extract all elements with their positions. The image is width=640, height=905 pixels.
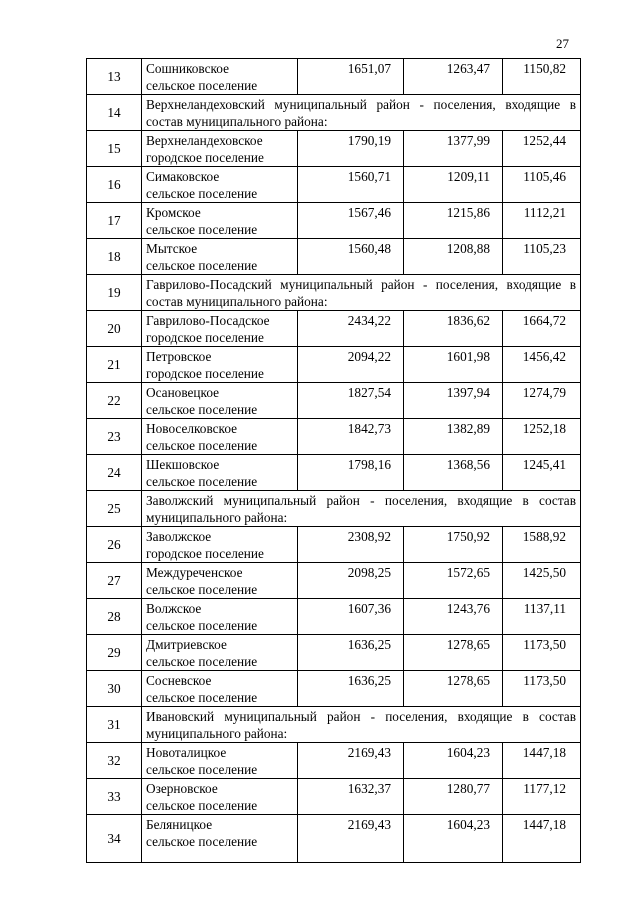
settlement-name: [142, 815, 298, 863]
settlement-title: Сошниковское: [146, 61, 230, 76]
value-cell-v3: 1588,92: [503, 527, 581, 563]
value-cell-v1: 2434,22: [298, 311, 404, 347]
row-number: 20: [87, 311, 142, 347]
settlement-name: [142, 383, 298, 419]
settlement-name: [142, 419, 298, 455]
value-cell-v2: 1397,94: [404, 383, 503, 419]
value-cell-v1: 1842,73: [298, 419, 404, 455]
settlement-name: [142, 563, 298, 599]
value-cell-v1: 1567,46: [298, 203, 404, 239]
value-cell-v3: 1245,41: [503, 455, 581, 491]
settlement-name: [142, 131, 298, 167]
value-cell-v2: 1368,56: [404, 455, 503, 491]
row-number: 15: [87, 131, 142, 167]
value-cell-v2: 1604,23: [404, 743, 503, 779]
settlement-title: Дмитриевское: [146, 637, 227, 652]
value-cell-v2: 1209,11: [404, 167, 503, 203]
row-number: 25: [87, 491, 142, 527]
settlement-name: [142, 635, 298, 671]
row-number: 22: [87, 383, 142, 419]
table-row: [87, 203, 581, 239]
value-cell-v1: 1827,54: [298, 383, 404, 419]
value-cell-v1: 1636,25: [298, 635, 404, 671]
settlement-type: городское поселение: [146, 546, 264, 561]
row-number: 14: [87, 95, 142, 131]
value-cell-v1: 2169,43: [298, 743, 404, 779]
value-cell-v2: 1601,98: [404, 347, 503, 383]
value-cell-v3: 1112,21: [503, 203, 581, 239]
settlement-title: Гаврилово-Посадское: [146, 313, 270, 328]
settlement-title: Осановецкое: [146, 385, 220, 400]
table-row: [87, 347, 581, 383]
value-cell-v3: 1105,23: [503, 239, 581, 275]
table-row: [87, 815, 581, 863]
value-cell-v3: 1105,46: [503, 167, 581, 203]
district-row: [87, 95, 581, 131]
table-row: [87, 779, 581, 815]
row-number: 31: [87, 707, 142, 743]
settlement-title: Кромское: [146, 205, 201, 220]
row-number: 30: [87, 671, 142, 707]
row-number: 21: [87, 347, 142, 383]
value-cell-v3: 1664,72: [503, 311, 581, 347]
settlement-title: Озерновское: [146, 781, 218, 796]
value-cell-v2: 1377,99: [404, 131, 503, 167]
value-cell-v3: 1274,79: [503, 383, 581, 419]
settlement-type: сельское поселение: [146, 798, 258, 813]
value-cell-v1: 2094,22: [298, 347, 404, 383]
settlement-type: сельское поселение: [146, 582, 258, 597]
settlement-title: Петровское: [146, 349, 212, 364]
value-cell-v3: 1137,11: [503, 599, 581, 635]
value-cell-v3: 1150,82: [503, 59, 581, 95]
settlement-title: Сосневское: [146, 673, 212, 688]
page-number: 27: [556, 36, 569, 51]
settlement-name: [142, 671, 298, 707]
settlement-title: Симаковское: [146, 169, 220, 184]
value-cell-v1: 2098,25: [298, 563, 404, 599]
value-cell-v1: 1651,07: [298, 59, 404, 95]
settlement-type: сельское поселение: [146, 222, 258, 237]
row-number: 24: [87, 455, 142, 491]
settlement-name: [142, 455, 298, 491]
value-cell-v3: 1456,42: [503, 347, 581, 383]
settlement-type: сельское поселение: [146, 690, 258, 705]
table-row: [87, 599, 581, 635]
value-cell-v1: 1632,37: [298, 779, 404, 815]
settlement-name: [142, 239, 298, 275]
table-row: [87, 563, 581, 599]
value-cell-v1: 1636,25: [298, 671, 404, 707]
settlement-type: сельское поселение: [146, 618, 258, 633]
row-number: 13: [87, 59, 142, 95]
table-row: [87, 239, 581, 275]
settlement-type: сельское поселение: [146, 834, 258, 849]
settlement-type: сельское поселение: [146, 654, 258, 669]
row-number: 27: [87, 563, 142, 599]
table-row: [87, 419, 581, 455]
settlement-title: Заволжское: [146, 529, 212, 544]
value-cell-v1: 2308,92: [298, 527, 404, 563]
value-cell-v2: 1572,65: [404, 563, 503, 599]
settlement-name: [142, 527, 298, 563]
district-row: [87, 275, 581, 311]
settlement-type: сельское поселение: [146, 258, 258, 273]
value-cell-v2: 1750,92: [404, 527, 503, 563]
settlement-type: сельское поселение: [146, 78, 258, 93]
table-row: [87, 635, 581, 671]
district-heading: Заволжский муниципальный район - поселения, входящие в состав муниципального района:: [142, 491, 581, 527]
settlement-type: сельское поселение: [146, 438, 258, 453]
value-cell-v3: 1252,18: [503, 419, 581, 455]
table-row: [87, 383, 581, 419]
district-heading: Ивановский муниципальный район - поселения, входящие в состав муниципального района:: [142, 707, 581, 743]
settlement-type: сельское поселение: [146, 762, 258, 777]
row-number: 29: [87, 635, 142, 671]
value-cell-v2: 1278,65: [404, 671, 503, 707]
settlement-type: городское поселение: [146, 150, 264, 165]
table-row: [87, 131, 581, 167]
settlement-type: сельское поселение: [146, 186, 258, 201]
table-row: [87, 527, 581, 563]
row-number: 18: [87, 239, 142, 275]
table-row: [87, 455, 581, 491]
settlement-name: [142, 347, 298, 383]
value-cell-v3: 1173,50: [503, 635, 581, 671]
table-row: [87, 59, 581, 95]
settlement-title: Мытское: [146, 241, 198, 256]
value-cell-v2: 1215,86: [404, 203, 503, 239]
settlement-type: городское поселение: [146, 366, 264, 381]
row-number: 19: [87, 275, 142, 311]
district-heading: Гаврилово-Посадский муниципальный район - поселения, входящие в состав муниципального района:: [142, 275, 581, 311]
value-cell-v1: 1607,36: [298, 599, 404, 635]
settlement-name: [142, 599, 298, 635]
value-cell-v1: 1798,16: [298, 455, 404, 491]
value-cell-v2: 1263,47: [404, 59, 503, 95]
table-row: [87, 671, 581, 707]
row-number: 33: [87, 779, 142, 815]
settlement-type: городское поселение: [146, 330, 264, 345]
settlement-title: Новоселковское: [146, 421, 238, 436]
row-number: 16: [87, 167, 142, 203]
value-cell-v1: 2169,43: [298, 815, 404, 863]
settlement-title: Верхнеландеховское: [146, 133, 263, 148]
value-cell-v2: 1243,76: [404, 599, 503, 635]
row-number: 32: [87, 743, 142, 779]
table-row: [87, 311, 581, 347]
row-number: 28: [87, 599, 142, 635]
value-cell-v2: 1280,77: [404, 779, 503, 815]
value-cell-v1: 1560,71: [298, 167, 404, 203]
value-cell-v2: 1208,88: [404, 239, 503, 275]
value-cell-v3: 1173,50: [503, 671, 581, 707]
value-cell-v2: 1382,89: [404, 419, 503, 455]
settlement-name: [142, 203, 298, 239]
settlement-name: [142, 59, 298, 95]
tariff-table: [86, 58, 581, 863]
settlement-name: [142, 311, 298, 347]
district-row: [87, 491, 581, 527]
settlement-name: [142, 779, 298, 815]
settlement-title: Новоталицкое: [146, 745, 227, 760]
settlement-title: Беляницкое: [146, 817, 213, 832]
table-row: [87, 743, 581, 779]
value-cell-v2: 1836,62: [404, 311, 503, 347]
settlement-title: Междуреченское: [146, 565, 243, 580]
table-row: [87, 167, 581, 203]
settlement-name: [142, 743, 298, 779]
settlement-type: сельское поселение: [146, 474, 258, 489]
value-cell-v1: 1560,48: [298, 239, 404, 275]
value-cell-v2: 1278,65: [404, 635, 503, 671]
row-number: 26: [87, 527, 142, 563]
row-number: 17: [87, 203, 142, 239]
district-row: [87, 707, 581, 743]
value-cell-v3: 1447,18: [503, 743, 581, 779]
value-cell-v3: 1177,12: [503, 779, 581, 815]
value-cell-v3: 1252,44: [503, 131, 581, 167]
settlement-title: Шекшовское: [146, 457, 220, 472]
settlement-title: Волжское: [146, 601, 202, 616]
settlement-name: [142, 167, 298, 203]
row-number: 23: [87, 419, 142, 455]
row-number: 34: [87, 815, 142, 863]
value-cell-v3: 1447,18: [503, 815, 581, 863]
value-cell-v1: 1790,19: [298, 131, 404, 167]
value-cell-v2: 1604,23: [404, 815, 503, 863]
value-cell-v3: 1425,50: [503, 563, 581, 599]
district-heading: Верхнеландеховский муниципальный район - поселения, входящие в состав муниципального района:: [142, 95, 581, 131]
settlement-type: сельское поселение: [146, 402, 258, 417]
